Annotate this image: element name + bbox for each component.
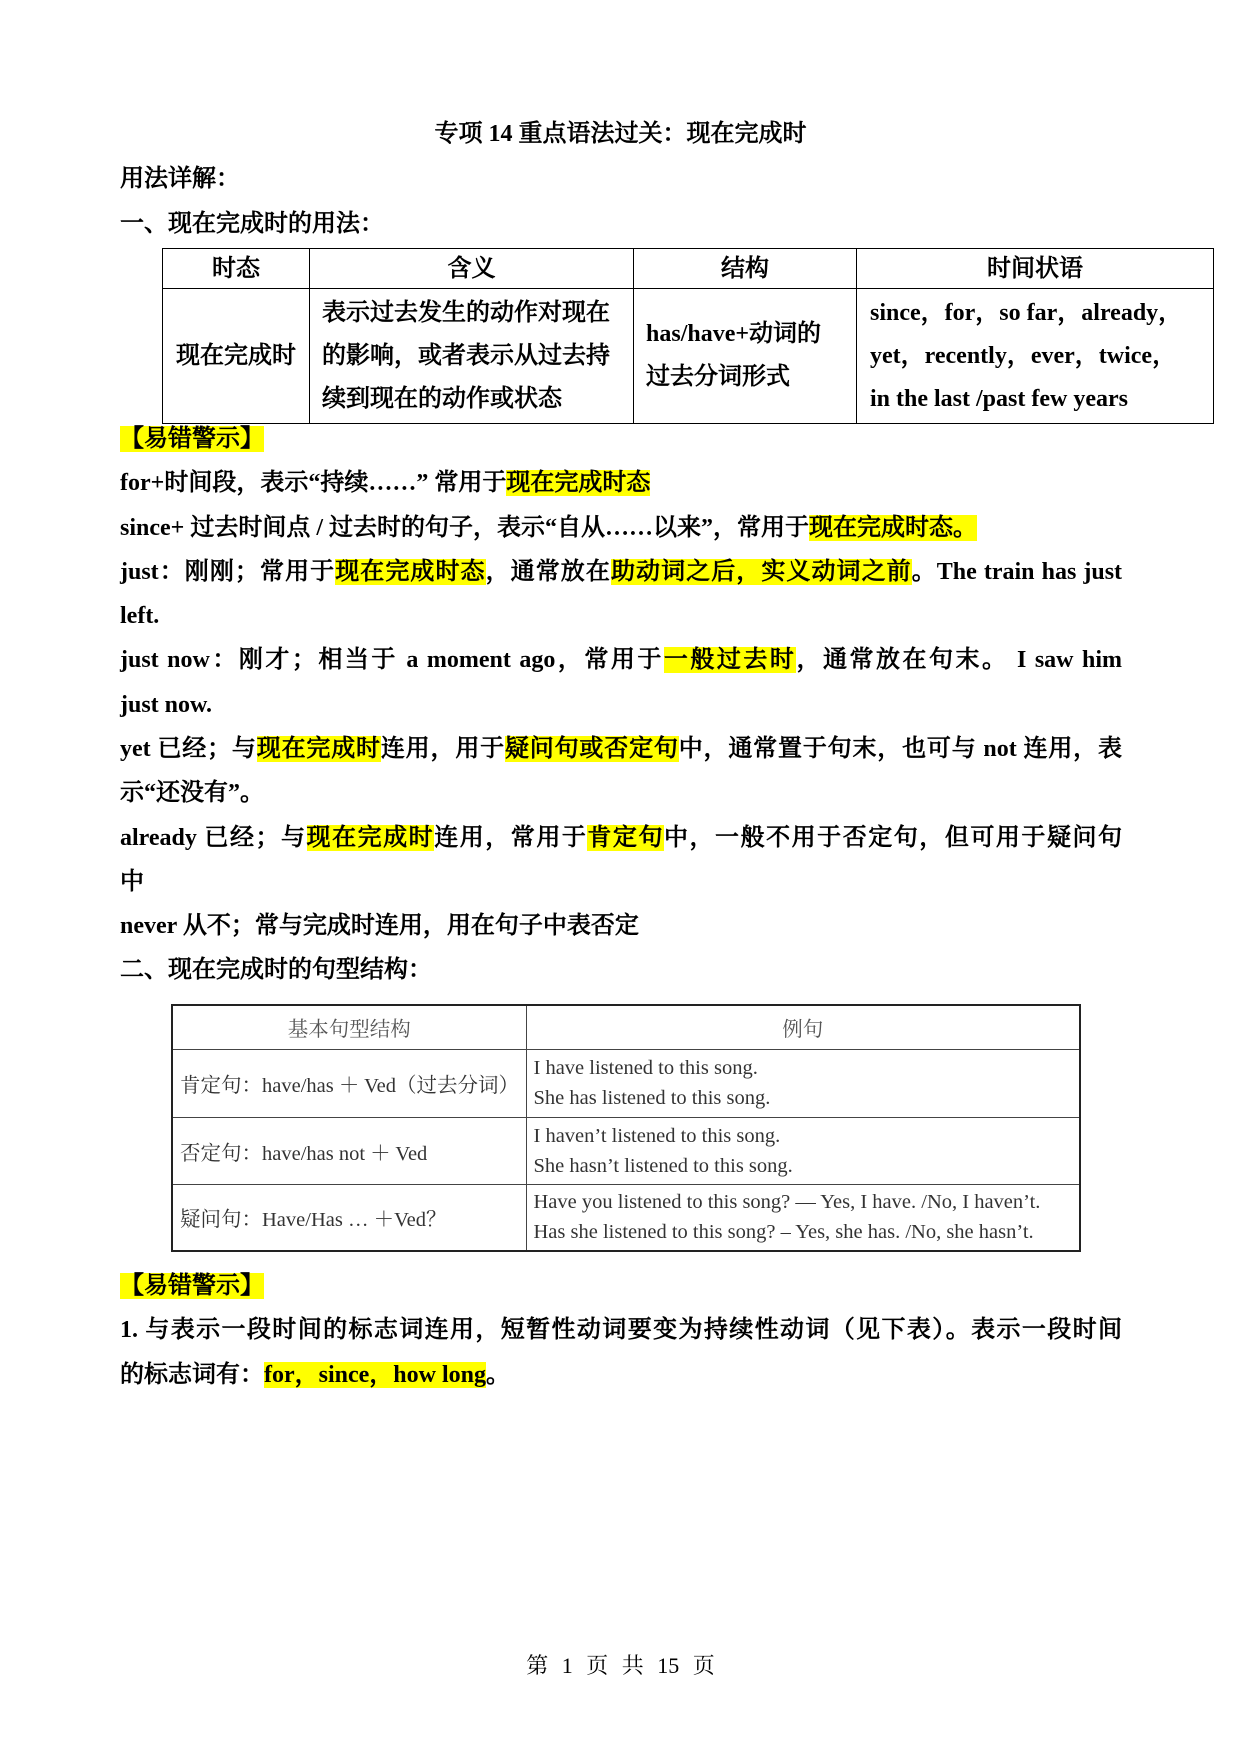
meaning-line: 续到现在的动作或状态 [322, 385, 562, 412]
table-row [172, 1117, 1080, 1184]
text-segment: never 从不；常与完成时连用，用在句子中表否定 [120, 913, 639, 940]
table-header-row [163, 249, 1214, 289]
text-segment: for+时间段，表示“持续……” 常用于 [120, 470, 507, 497]
time-adverbials-cell [857, 289, 1214, 424]
column-header-time-adverbials: 时间状语 [857, 249, 1214, 289]
text-segment: just now. [120, 691, 213, 718]
example-sentence: I have listened to this song. [533, 1057, 758, 1079]
pattern-cell: 肯定句：have/has ＋ Ved（过去分词） [172, 1049, 526, 1117]
caution-line [120, 638, 1122, 682]
text-segment: 中，一般不用于否定句，但可用于疑问句 [663, 824, 1123, 851]
text-segment: 连用，用于 [380, 736, 505, 763]
highlighted-phrase: 一般过去时 [663, 647, 797, 674]
text-segment: 中，通常置于句末，也可与 not 连用，表 [678, 736, 1123, 763]
adverbial-line: since，for，so far，already， [870, 299, 1183, 326]
caution-line [120, 461, 1122, 505]
tense-name: 现在完成时 [176, 342, 296, 369]
highlighted-phrase: 现在完成时 [306, 824, 435, 851]
caution-label-line [120, 417, 1122, 461]
pattern-cell: 否定句：have/has not ＋ Ved [172, 1117, 526, 1184]
text-segment: 示“还没有”。 [120, 780, 264, 807]
caution-line [120, 727, 1122, 771]
section-heading-usage: 一、现在完成时的用法： [120, 211, 384, 237]
table-header-row [172, 1005, 1080, 1049]
highlighted-phrase: for，since，how long [264, 1361, 486, 1388]
section-heading-sentence-patterns: 二、现在完成时的句型结构： [120, 957, 432, 983]
example-cell [526, 1117, 1080, 1184]
text-segment: 。The train has just [911, 558, 1123, 585]
highlighted-phrase: 现在完成时态 [506, 470, 651, 497]
structure-line: 过去分词形式 [646, 364, 790, 390]
text-segment: just now：刚才；相当于 a moment ago，常用于 [120, 647, 664, 674]
column-header-structure: 结构 [634, 249, 857, 289]
example-cell [526, 1049, 1080, 1117]
text-segment: just：刚刚；常用于 [120, 558, 336, 585]
intro-heading: 用法详解： [120, 166, 240, 192]
caution-line [120, 816, 1122, 860]
example-sentence: She has listened to this song. [533, 1087, 771, 1109]
structure-cell [634, 289, 857, 424]
column-header-examples: 例句 [526, 1005, 1080, 1049]
text-segment: yet 已经；与 [120, 736, 257, 763]
meaning-cell [310, 289, 634, 424]
text-segment: 中 [120, 868, 144, 895]
example-sentence: She hasn’t listened to this song. [533, 1154, 793, 1177]
usage-table [162, 248, 1214, 424]
meaning-line: 表示过去发生的动作对现在 [322, 299, 610, 326]
text-segment: ，通常放在句末。 I saw him [796, 647, 1123, 674]
text-segment: ，通常放在 [485, 558, 611, 585]
column-header-pattern: 基本句型结构 [172, 1005, 526, 1049]
highlighted-phrase: 助动词之后，实义动词之前 [610, 558, 912, 585]
example-sentence: I haven’t listened to this song. [533, 1124, 781, 1147]
text-segment: left. [120, 603, 160, 630]
highlighted-phrase: 疑问句或否定句 [504, 736, 679, 763]
table-row [172, 1049, 1080, 1117]
caution-line [120, 771, 1122, 815]
example-cell [526, 1184, 1080, 1251]
caution-line [120, 860, 1122, 904]
example-sentence: Have you listened to this song? — Yes, I have. /No, I haven’t. [533, 1191, 1041, 1214]
caution-line [120, 1308, 1122, 1352]
table-row [172, 1184, 1080, 1251]
text-segment: since+ 过去时间点 / 过去时的句子，表示“自从……以来”，常用于 [120, 514, 810, 541]
text-segment: already 已经；与 [120, 824, 307, 851]
highlighted-phrase: 现在完成时 [256, 736, 381, 763]
text-segment: 的标志词有： [120, 1361, 264, 1388]
highlighted-phrase: 现在完成时态 [335, 558, 486, 585]
caution-line [120, 904, 1122, 948]
caution-line [120, 550, 1122, 594]
caution-block [120, 417, 1122, 949]
table-row [163, 289, 1214, 424]
caution-line [120, 1353, 1122, 1397]
text-segment: 1. 与表示一段时间的标志词连用，短暂性动词要变为持续性动词（见下表）。表示一段时间 [120, 1317, 1122, 1344]
caution-line [120, 506, 1122, 550]
caution-label: 【易错警示】 [120, 426, 264, 452]
sentence-pattern-table [171, 1004, 1081, 1252]
column-header-meaning: 含义 [310, 249, 634, 289]
text-segment: 连用，常用于 [434, 824, 588, 851]
caution-label-line [120, 1264, 1122, 1308]
structure-line: has/have+动词的 [646, 321, 822, 347]
meaning-line: 的影响，或者表示从过去持 [322, 342, 610, 369]
caution-label: 【易错警示】 [120, 1273, 264, 1299]
pattern-cell: 疑问句：Have/Has … ＋Ved？ [172, 1184, 526, 1251]
document-title: 专项 14 重点语法过关：现在完成时 [434, 121, 807, 147]
adverbial-line: yet，recently，ever，twice， [870, 342, 1177, 369]
highlighted-phrase: 现在完成时态。 [809, 514, 978, 541]
highlighted-phrase: 肯定句 [587, 824, 664, 851]
text-segment: 。 [486, 1361, 510, 1388]
caution-line [120, 594, 1122, 638]
adverbial-line: in the last /past few years [870, 385, 1128, 412]
caution-line [120, 683, 1122, 727]
caution-block [120, 1264, 1122, 1397]
column-header-tense: 时态 [163, 249, 310, 289]
page-number: 第 1 页 共 15 页 [526, 1653, 715, 1678]
example-sentence: Has she listened to this song? – Yes, she has. /No, she hasn’t. [533, 1221, 1034, 1244]
tense-cell [163, 289, 310, 424]
